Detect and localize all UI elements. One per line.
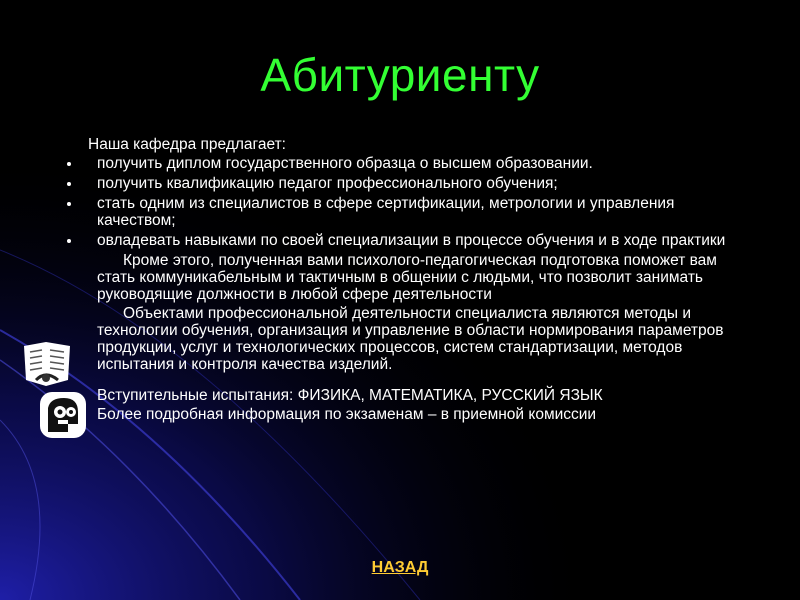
bullet-icon xyxy=(67,162,71,166)
intro-text: Наша кафедра предлагает: xyxy=(88,136,286,153)
bullet-icon xyxy=(67,182,71,186)
bullet-icon xyxy=(67,239,71,243)
list-item-text: получить диплом государственного образца о высшем образовании. xyxy=(97,155,593,172)
paragraph-professional-objects: Объектами профессиональной деятельности специалиста являются методы и технологии обучения, организация и управление в области нормирования параметров продукции, услуг и технологических процессов, систем стандартизации, методов испытания и контроля качества изделий. xyxy=(97,305,724,373)
list-item-text: стать одним из специалистов в сфере сертификации, метрологии и управления качеством; xyxy=(97,195,675,229)
paragraph-communication: Кроме этого, полученная вами психолого-педагогическая подготовка поможет вам стать коммуникабельным и тактичным в общении с людьми, что позволит занимать руководящие должности в любой сфере деятельности xyxy=(97,252,717,303)
more-info: Более подробная информация по экзаменам – в приемной комиссии xyxy=(97,406,597,423)
list-item xyxy=(58,175,728,192)
list-item-text: получить квалификацию педагог профессионального обучения; xyxy=(97,175,558,192)
book-icon xyxy=(22,340,72,388)
bullet-icon xyxy=(67,202,71,206)
slide-content xyxy=(58,136,728,423)
list-item xyxy=(58,195,728,229)
list-item xyxy=(58,232,728,249)
list-item-text: овладевать навыками по своей специализации в процессе обучения и в ходе практики xyxy=(97,232,726,249)
list-item xyxy=(58,155,728,172)
offer-list xyxy=(58,155,728,249)
entrance-exams: Вступительные испытания: ФИЗИКА, МАТЕМАТИКА, РУССКИЙ ЯЗЫК xyxy=(97,387,603,404)
back-link[interactable]: НАЗАД xyxy=(371,559,429,576)
face-icon xyxy=(38,390,88,440)
page-title: Абитуриенту xyxy=(260,49,540,101)
